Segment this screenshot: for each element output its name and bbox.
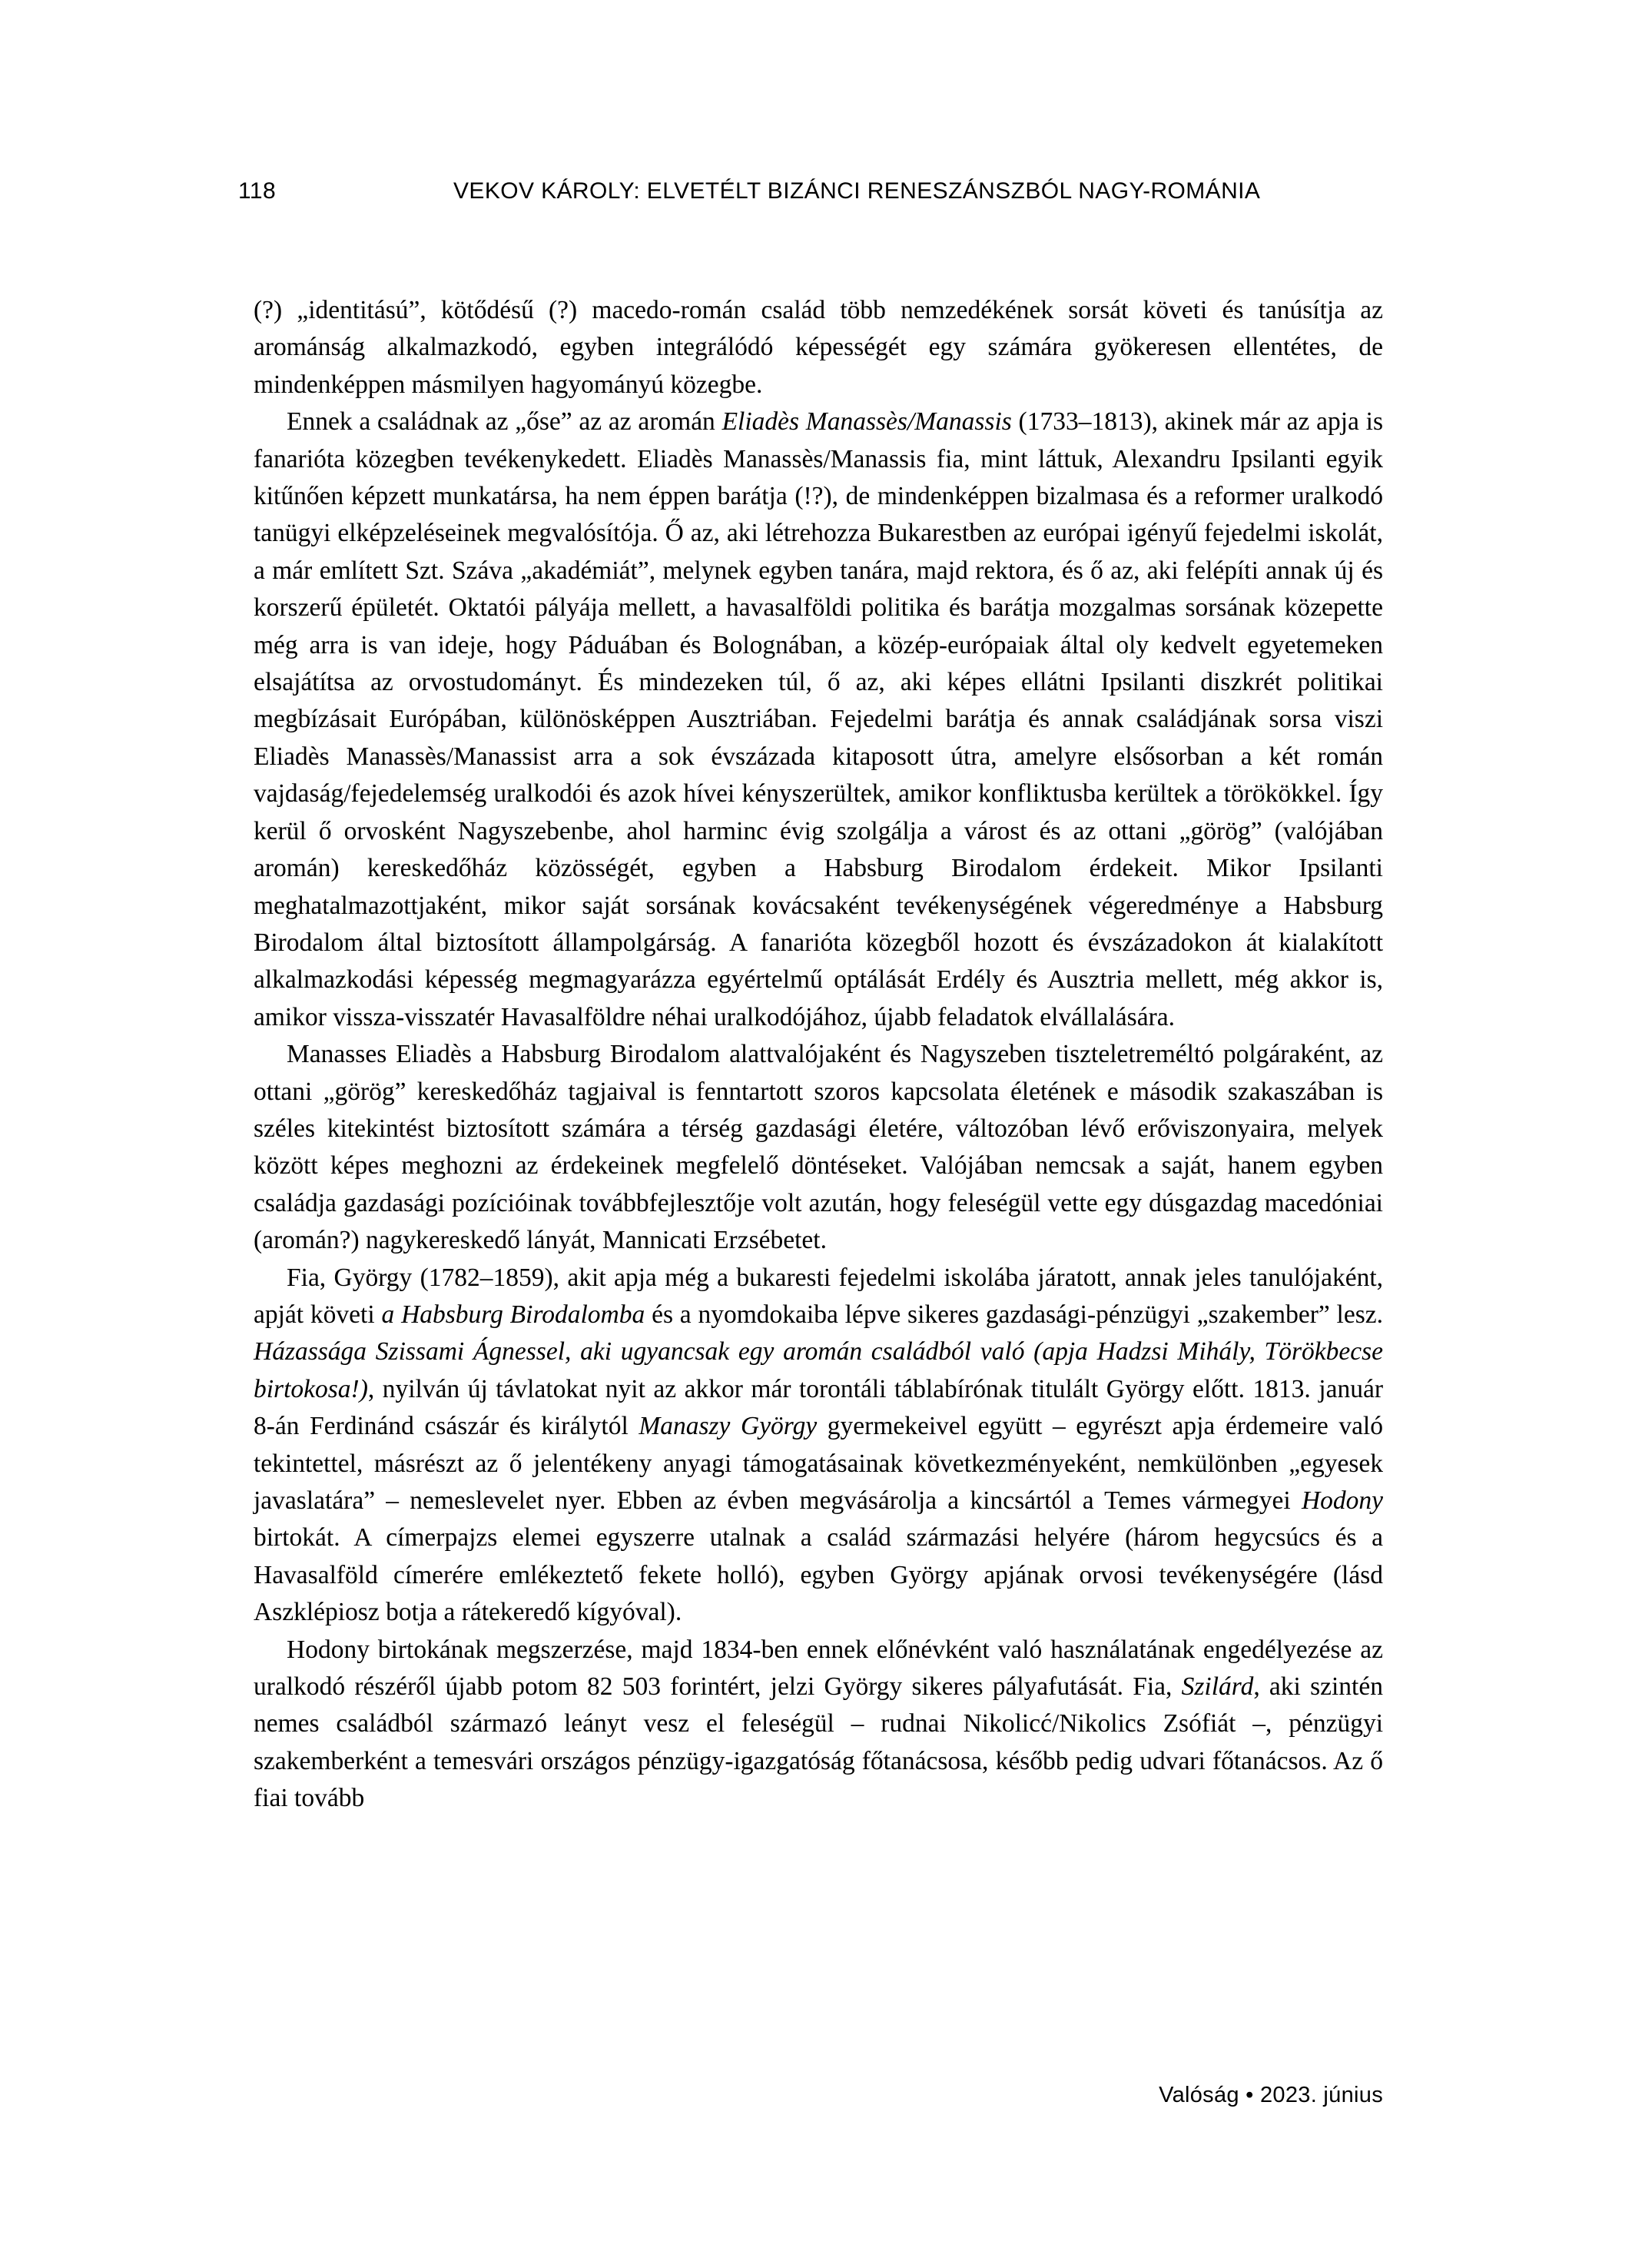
paragraph-5 [254, 1632, 1383, 1818]
paragraph-4-text-c: , nyilván új távlatokat nyit az akkor már torontáli táblabírónak titulált György előtt. 1813. január 8-án Ferdinánd császár és királytól [254, 1374, 1383, 1441]
paragraph-2 [254, 403, 1383, 1036]
paragraph-4-text-d: gyermekeivel együtt – egyrészt apja érdemeire való tekintettel, másrészt az ő jelentékeny anyagi támogatásainak következményeként, nemkülönben „egyesek javaslatára” – nemeslevelet nyer. Ebben az évben megvásárolja a kincsártól a Temes vármegyei [254, 1412, 1383, 1515]
paragraph-3 [254, 1036, 1383, 1259]
page-number: 118 [238, 178, 277, 204]
paragraph-4-text-a: Fia, György (1782–1859), akit apja még a bukaresti fejedelmi iskolába járatott, annak jeles tanulójaként, apját követi [254, 1263, 1383, 1329]
page-footer [254, 2083, 1383, 2108]
paragraph-4-italic-1: a Habsburg Birodalomba [381, 1300, 645, 1329]
paragraph-4 [254, 1260, 1383, 1632]
paragraph-2-text-a: Ennek a családnak az „őse” az az aromán [287, 407, 722, 437]
paragraph-4-italic-2: Házassága Szissami Ágnessel, aki ugyancsak egy aromán családból való (apja Hadzsi Mihály, Törökbecse birtokosa!) [254, 1337, 1383, 1403]
footer-text: Valóság • 2023. június [1159, 2083, 1383, 2107]
paragraph-1-text: (?) „identitású”, kötődésű (?) macedo-román család több nemzedékének sorsát követi és tanúsítja az arománság alkalmazkodó, egyben integrálódó képességét egy számára gyökeresen ellentétes, de mindenképpen másmilyen hagyományú közegbe. [254, 296, 1383, 399]
paragraph-1 [254, 292, 1383, 403]
paragraph-5-italic-1: Szilárd [1181, 1672, 1254, 1702]
paragraph-2-italic-name: Eliadès Manassès/Manassis [721, 407, 1012, 437]
paragraph-4-text-b: és a nyomdokaiba lépve sikeres gazdasági-pénzügyi „szakember” lesz. [645, 1300, 1384, 1329]
paragraph-5-text-b: , aki szintén nemes családból származó leányt vesz el feleségül – rudnai Nikolicć/Nikolics Zsófiát –, pénzügyi szakemberként a temesvári országos pénzügy-igazgatóság főtanácsosa, később pedig udvari főtanácsos. Az ő fiai tovább [254, 1672, 1383, 1813]
paragraph-2-text-b: (1733–1813), akinek már az apja is fanarióta közegben tevékenykedett. Eliadès Manassès/Manassis fia, mint láttuk, Alexandru Ipsilanti egyik kitűnően képzett munkatársa, ha nem éppen barátja (!?), de mindenképpen bizalmasa és a reformer uralkodó tanügyi elképzeléseinek megvalósítója. Ő az, aki létrehozza Bukarestben az európai igényű fejedelmi iskolát, a már említett Szt. Száva „akadémiát”, melynek egyben tanára, majd rektora, és ő az, aki felépíti annak új és korszerű épületét. Oktatói pályája mellett, a havasalföldi politika és barátja mozgalmas sorsának közepette még arra is van ideje, hogy Páduában és Bolognában, a közép-európaiak által oly kedvelt egyetemeken elsajátítsa az orvostudományt. És mindezeken túl, ő az, aki képes ellátni Ipsilanti diszkrét politikai megbízásait Európában, különösképpen Ausztriában. Fejedelmi barátja és annak családjának sorsa viszi Eliadès Manassès/Manassist arra a sok évszázada kitaposott útra, amelyre elsősorban a két román vajdaság/fejedelemség uralkodói és azok hívei kényszerültek, amikor konfliktusba kerültek a törökökkel. Így kerül ő orvosként Nagyszebenbe, ahol harminc évig szolgálja a várost és az ottani „görög” (valójában aromán) kereskedőház közösségét, egyben a Habsburg Birodalom érdekeit. Mikor Ipsilanti meghatalmazottjaként, mikor saját sorsának kovácsaként tevékenységének végeredménye a Habsburg Birodalom által biztosított állampolgárság. A fanarióta közegből hozott és évszázadokon át kialakított alkalmazkodási képesség megmagyarázza egyértelmű optálását Erdély és Ausztria mellett, még akkor is, amikor vissza-visszatér Havasalföldre néhai uralkodójához, újabb feladatok elvállalására. [254, 407, 1383, 1031]
paragraph-3-text: Manasses Eliadès a Habsburg Birodalom alattvalójaként és Nagyszeben tiszteletreméltó polgáraként, az ottani „görög” kereskedőház tagjaival is fenntartott szoros kapcsolata életének e második szakaszában is széles kitekintést biztosított számára a térség gazdasági életére, változóban lévő erőviszonyaira, melyek között képes meghozni az érdekeinek megfelelő döntéseket. Valójában nemcsak a saját, hanem egyben családja gazdasági pozícióinak továbbfejlesztője volt azután, hogy feleségül vette egy dúsgazdag macedóniai (aromán?) nagykereskedő lányát, Mannicati Erzsébetet. [254, 1040, 1383, 1255]
paragraph-4-italic-4: Hodony [1301, 1486, 1383, 1515]
running-head [238, 178, 1398, 204]
paragraph-4-italic-3: Manaszy György [639, 1412, 818, 1441]
paragraph-4-text-e: birtokát. A címerpajzs elemei egyszerre utalnak a család származási helyére (három hegycsúcs és a Havasalföld címerére emlékeztető fekete holló), egyben György apjának orvosi tevékenységére (lásd Aszklépiosz botja a rátekeredő kígyóval). [254, 1523, 1383, 1627]
body-text [254, 292, 1383, 1818]
running-head-title: VEKOV KÁROLY: ELVETÉLT BIZÁNCI RENESZÁNSZBÓL NAGY-ROMÁNIA [453, 178, 1261, 204]
paragraph-5-text-a: Hodony birtokának megszerzése, majd 1834-ben ennek előnévként való használatának engedélyezése az uralkodó részéről újabb potom 82 503 forintért, jelzi György sikeres pályafutását. Fia, [254, 1635, 1383, 1702]
